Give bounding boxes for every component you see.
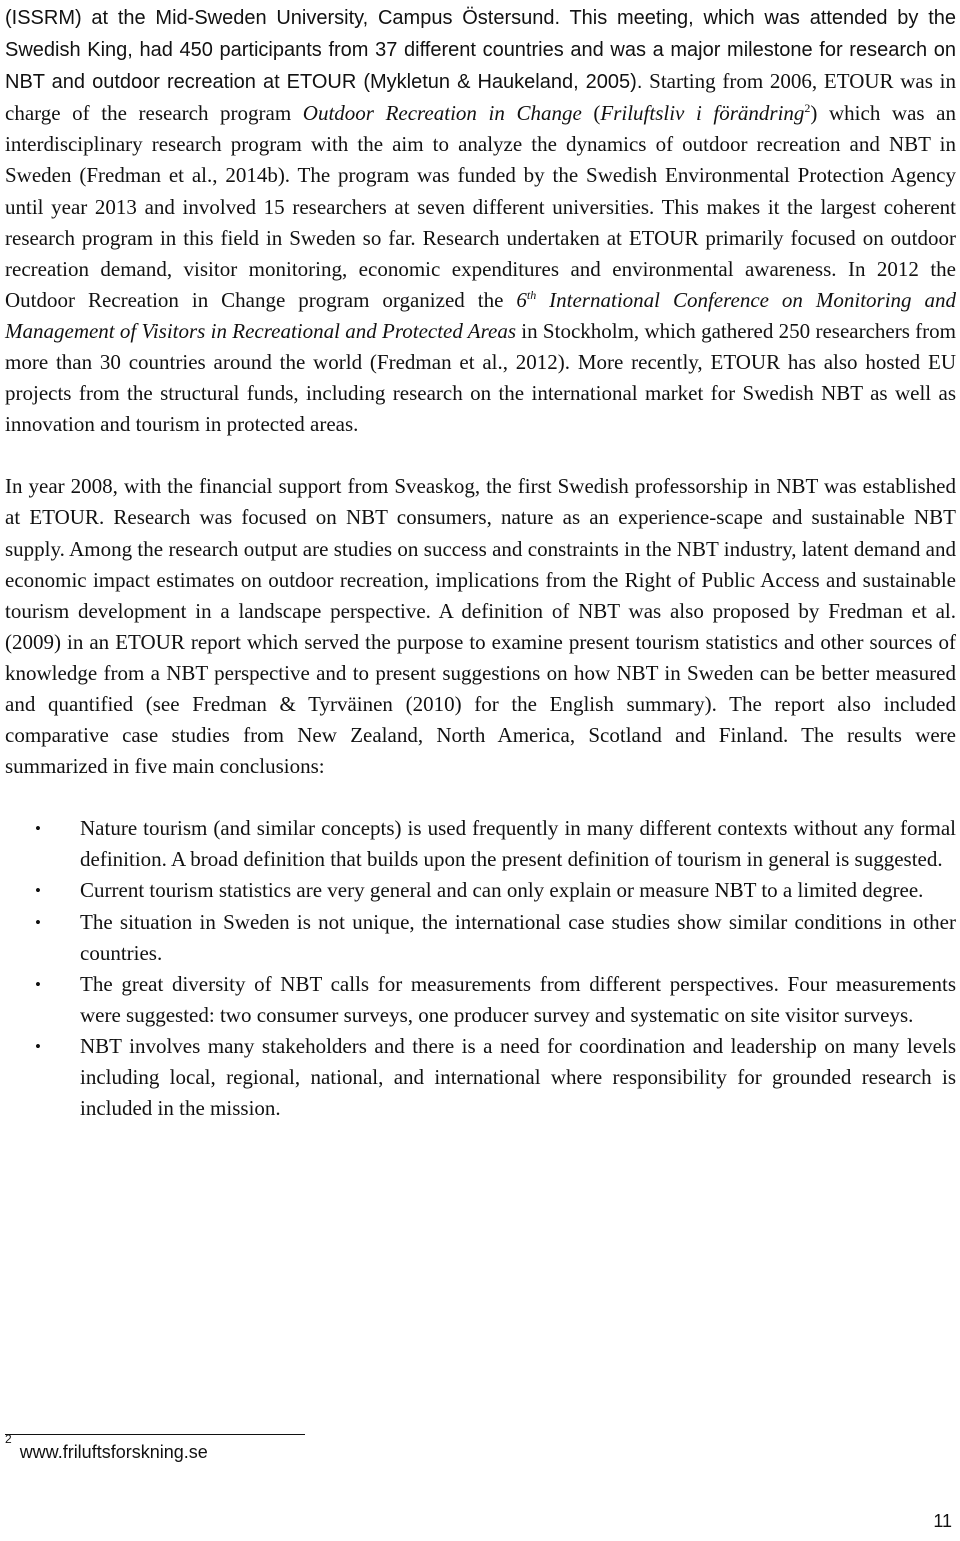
conference-ordinal-suffix: th bbox=[526, 287, 537, 302]
document-page bbox=[5, 2, 956, 1124]
list-item bbox=[5, 969, 956, 1031]
paragraph-text: ( bbox=[581, 101, 601, 126]
paragraph-text: in Stockholm, which gathered 250 researchers from more than 30 countries around the world (Fredman et al., 2012). More recently, ETOUR has also hosted EU projects from the structural funds, including research on the international market for Swedish NBT as well as innovation and tourism in protected areas. bbox=[5, 318, 957, 437]
conference-name: International Conference on Monitoring and Management of Visitors in Recreational and Protected Areas bbox=[5, 287, 957, 343]
paragraph-text: ) which was an interdisciplinary research program with the aim to analyze the dynamics of outdoor recreation and NBT in Sweden (Fredman et al., 2014b). The program was funded by the Swedish Environmental Protection Agency until year 2013 and involved 15 researchers at seven different universities. This makes it the largest coherent research program in this field in Sweden so far. Research undertaken at ETOUR primarily focused on outdoor recreation demand, visitor monitoring, economic expenditures and environmental awareness. In 2012 the Outdoor Recreation in Change program organized the bbox=[5, 101, 957, 312]
paragraph-text: Starting from 2006, ETOUR was in charge of the research program bbox=[5, 69, 956, 126]
list-item bbox=[5, 813, 956, 875]
footnote-number: 2 bbox=[5, 1432, 12, 1446]
bullet-icon: • bbox=[35, 881, 41, 901]
list-item-text: The situation in Sweden is not unique, the international case studies show similar conditions in other countries. bbox=[80, 909, 956, 965]
paragraph-professorship: In year 2008, with the financial support from Sveaskog, the first Swedish professorship in NBT was established at ETOUR. Research was focused on NBT consumers, nature as an experience-scape and sustainable NBT supply. Among the research output are studies on success and constraints in the NBT industry, latent demand and economic impact estimates on outdoor recreation, implications from the Right of Public Access and sustainable tourism development in a landscape perspective. A definition of NBT was also proposed by Fredman et al. (2009) in an ETOUR report which served the purpose to examine present tourism statistics and other sources of knowledge from a NBT perspective and to present suggestions on how NBT in Sweden can be better measured and quantified (see Fredman & Tyrväinen (2010) for the English summary). The report also included comparative case studies from New Zealand, North America, Scotland and Finland. The results were summarized in five main conclusions: bbox=[5, 474, 956, 779]
bullet-icon: • bbox=[35, 974, 41, 994]
list-item-text: Current tourism statistics are very general and can only explain or measure NBT to a limited degree. bbox=[80, 878, 924, 903]
bullet-icon: • bbox=[35, 1036, 41, 1056]
bullet-icon: • bbox=[35, 912, 41, 932]
program-name: Outdoor Recreation in Change bbox=[302, 101, 582, 126]
list-item bbox=[5, 907, 956, 969]
bullet-icon: • bbox=[35, 819, 41, 839]
conference-ordinal: 6 bbox=[516, 287, 527, 312]
list-item-text: NBT involves many stakeholders and there is a need for coordination and leadership on many levels including local, regional, national, and international where responsibility for grounded research is included in the mission. bbox=[80, 1033, 956, 1121]
conclusions-list bbox=[5, 813, 956, 1124]
list-item bbox=[5, 875, 956, 906]
paragraph-lead: (ISSRM) at the Mid-Sweden University, Campus Östersund. This meeting, which was attended by the Swedish King, had 450 participants from 37 different countries and was a major milestone for research on NBT and outdoor recreation at ETOUR (Mykletun & Haukeland, 2005). bbox=[5, 7, 956, 94]
footnote bbox=[5, 1432, 208, 1464]
footnote-divider bbox=[5, 1434, 305, 1435]
list-item-text: Nature tourism (and similar concepts) is used frequently in many different contexts without any formal definition. A broad definition that builds upon the present definition of tourism in general is suggested. bbox=[80, 816, 956, 872]
program-name-swedish: Friluftsliv i förändring bbox=[600, 101, 805, 126]
list-item bbox=[5, 1031, 956, 1124]
footnote-reference[interactable]: 2 bbox=[804, 101, 811, 116]
footnote-link[interactable]: www.friluftsforskning.se bbox=[19, 1442, 208, 1462]
paragraph-etour-history bbox=[5, 2, 956, 440]
list-item-text: The great diversity of NBT calls for measurements from different perspectives. Four measurements were suggested: two consumer surveys, one producer survey and systematic on site visitor surveys. bbox=[80, 971, 956, 1027]
page-number: 11 bbox=[933, 1511, 952, 1531]
